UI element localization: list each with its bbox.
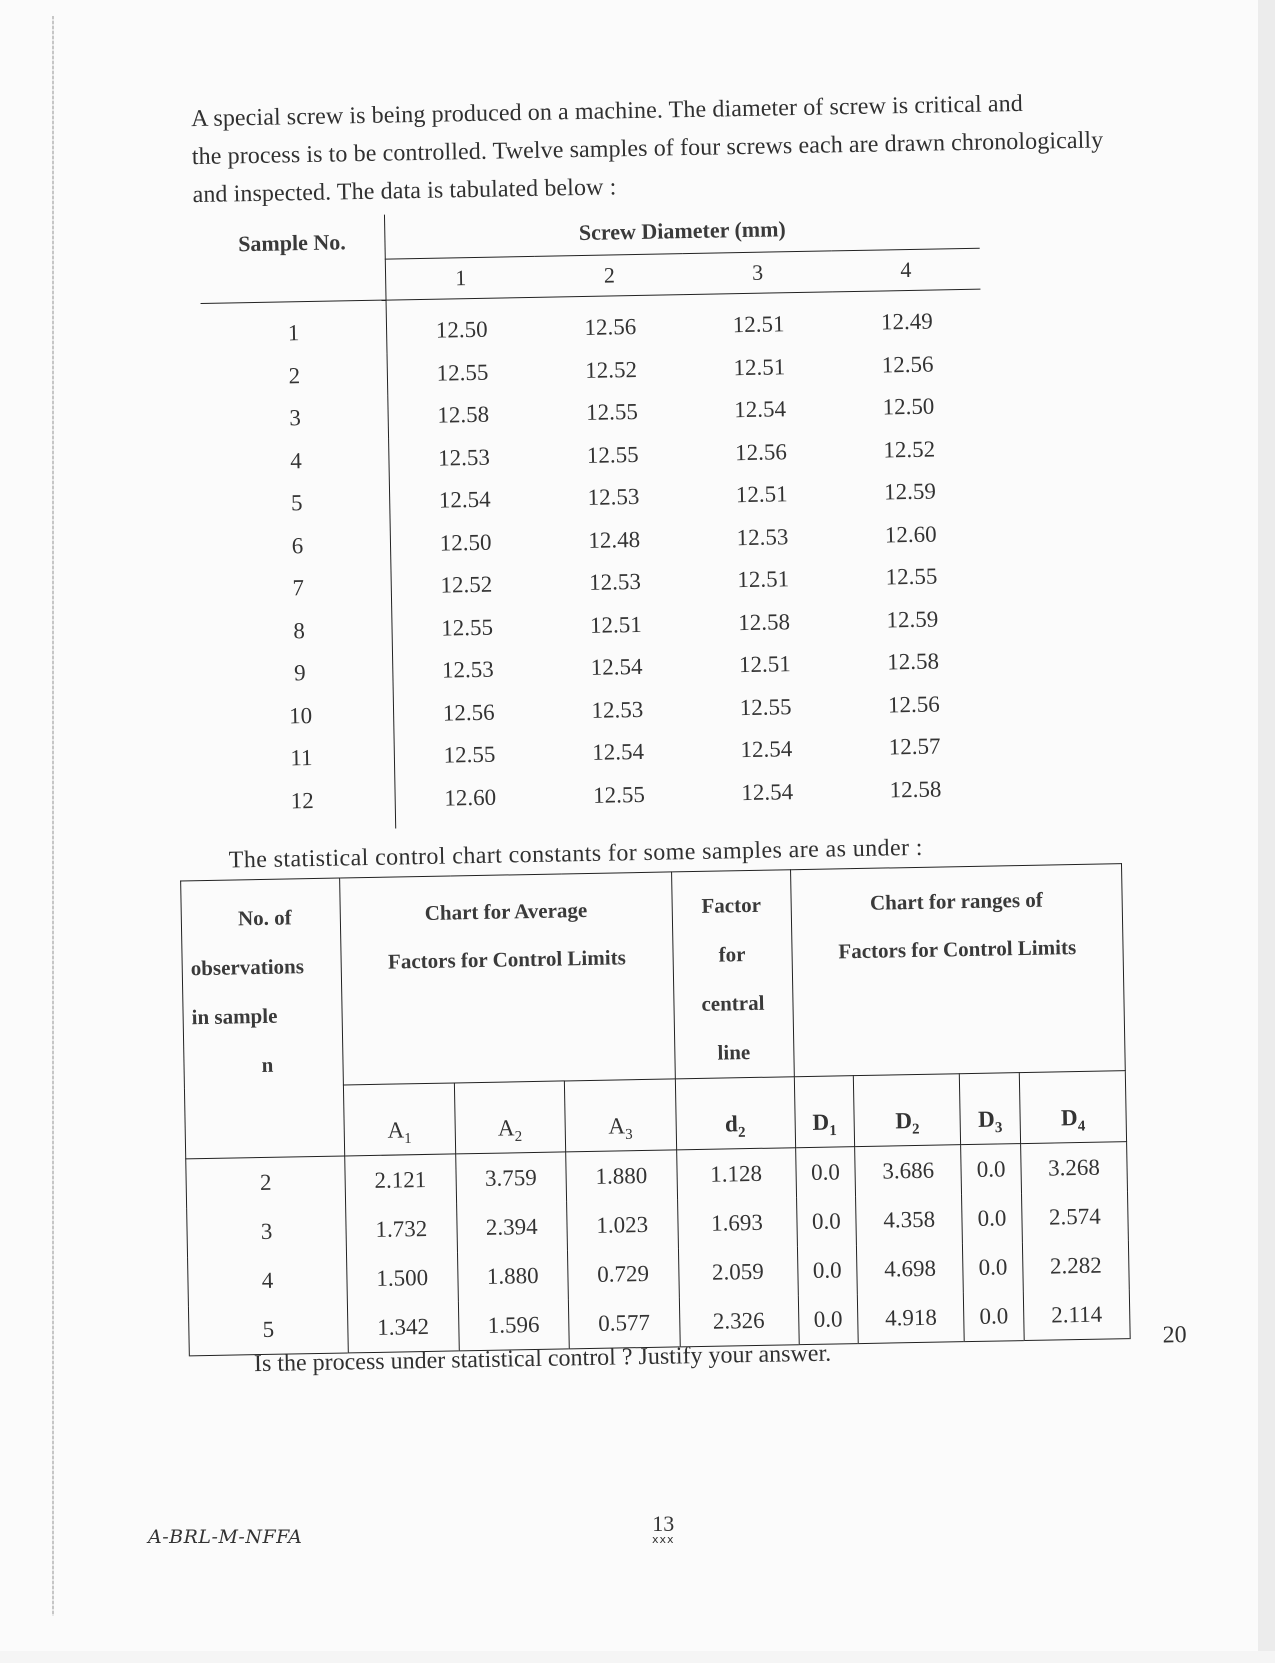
value-A3: 0.729 (567, 1248, 678, 1299)
symbol-A1: $A_1$ (343, 1083, 455, 1156)
value-D2: 4.698 (857, 1243, 964, 1294)
diameter-value: 12.55 (443, 741, 496, 768)
sample-no: 10 (208, 693, 394, 739)
diameter-value: 12.55 (441, 614, 494, 641)
value-D2: 3.686 (855, 1145, 962, 1196)
value-A3: 0.577 (568, 1297, 679, 1349)
value-D1: 0.0 (797, 1245, 858, 1295)
diameter-value: 12.58 (887, 648, 940, 675)
value-D4: 2.574 (1021, 1191, 1128, 1242)
control-chart-constants-table (180, 863, 1131, 1356)
sample-no: 8 (206, 608, 392, 654)
value-D1: 0.0 (795, 1147, 856, 1198)
symbol-A2: $A_2$ (454, 1081, 566, 1154)
diameter-value: 12.51 (732, 311, 785, 338)
diameter-value: 12.49 (880, 308, 933, 335)
header-line: Factors for Control Limits (838, 935, 1077, 964)
value-d2: 2.326 (679, 1295, 799, 1347)
value-D1: 0.0 (798, 1294, 859, 1345)
header-col-1: 1 (385, 256, 535, 300)
value-D3: 0.0 (964, 1291, 1025, 1342)
sample-no: 2 (202, 353, 388, 399)
symbol-D3: $D_3$ (960, 1073, 1021, 1145)
question-text: Is the process under statistical control ? Justify your answer. (253, 1340, 832, 1378)
diameter-value: 12.53 (736, 523, 789, 550)
diameter-value: 12.54 (592, 739, 645, 766)
header-screw-diameter: Screw Diameter (mm) (384, 204, 979, 259)
value-A3: 1.023 (567, 1199, 678, 1250)
sample-no: 12 (209, 778, 395, 832)
sample-no: 3 (202, 396, 388, 442)
diameter-value: 12.55 (585, 399, 639, 426)
symbol-d2: $d_2$ (675, 1077, 795, 1150)
diameter-value: 12.53 (437, 444, 491, 471)
value-A3: 1.880 (566, 1150, 677, 1202)
intro-paragraph (191, 83, 1133, 214)
header-chart-average (340, 872, 675, 1085)
sample-size: 3 (187, 1205, 347, 1257)
diameter-value: 12.54 (590, 654, 643, 681)
paper-code: A-BRL-M-NFFA (148, 1526, 303, 1548)
header-line: No. of (237, 905, 292, 931)
header-col-4: 4 (831, 248, 980, 292)
diameter-value: 12.54 (438, 486, 491, 513)
diameter-value: 12.56 (584, 314, 637, 341)
sample-size: 5 (188, 1303, 348, 1355)
header-line: line (717, 1040, 751, 1065)
value-D4: 2.282 (1022, 1240, 1129, 1291)
value-D4: 3.268 (1021, 1142, 1128, 1193)
diameter-value: 12.59 (883, 478, 937, 505)
diameter-value: 12.60 (884, 521, 937, 548)
sample-no: 6 (205, 523, 391, 569)
value-A1: 1.732 (346, 1203, 457, 1254)
diameter-value: 12.48 (588, 526, 641, 553)
header-sample-no: Sample No. (199, 215, 386, 304)
diameter-value: 12.54 (741, 778, 794, 805)
header-line: Chart for Average (424, 897, 588, 925)
sample-no: 7 (205, 566, 391, 612)
sample-size: 2 (186, 1156, 346, 1208)
page-number (652, 1511, 675, 1546)
intro-line: and inspected. The data is tabulated below : (192, 174, 617, 209)
diameter-value: 12.58 (889, 776, 942, 803)
diameter-value: 12.54 (740, 736, 793, 763)
diameter-value: 12.50 (882, 393, 935, 420)
diameter-value: 12.50 (439, 529, 492, 556)
value-A1: 1.342 (347, 1301, 458, 1353)
header-line: Factors for Control Limits (387, 945, 626, 974)
diameter-value: 12.54 (734, 396, 787, 423)
diameter-value: 12.56 (734, 439, 788, 465)
diameter-value: 12.53 (587, 484, 640, 511)
value-D3: 0.0 (962, 1193, 1023, 1243)
sample-no: 5 (204, 481, 390, 527)
header-line: n (261, 1052, 274, 1077)
diameter-value: 12.50 (435, 316, 488, 343)
value-d2: 2.059 (678, 1246, 798, 1297)
diameter-value: 12.57 (888, 733, 941, 760)
header-central-line-factor (671, 870, 794, 1079)
diameter-value: 12.55 (436, 359, 489, 386)
diameter-value: 12.51 (733, 354, 786, 380)
value-D3: 0.0 (961, 1144, 1022, 1195)
value-A1: 1.500 (347, 1252, 458, 1303)
header-line: central (701, 990, 765, 1016)
diameter-value: 12.56 (881, 351, 934, 378)
page-number-value: 13 (652, 1511, 675, 1536)
diameter-value: 12.53 (588, 569, 642, 596)
diameter-value: 12.52 (585, 356, 638, 383)
value-d2: 1.693 (677, 1197, 797, 1248)
header-col-3: 3 (683, 251, 832, 295)
diameter-value: 12.58 (437, 401, 490, 428)
header-chart-ranges (790, 864, 1125, 1077)
header-col-2: 2 (535, 254, 684, 298)
header-line: in sample (191, 1003, 278, 1030)
diameter-value: 12.52 (883, 436, 936, 463)
constants-intro-text: The statistical control chart constants for some samples are as under : (228, 834, 924, 874)
screw-diameter-table (199, 204, 990, 832)
value-A2: 1.880 (457, 1250, 568, 1301)
diameter-value: 12.55 (739, 693, 792, 720)
diameter-value: 12.55 (592, 781, 646, 808)
intro-line: the process is to be controlled. Twelve samples of four screws each are drawn chronologically (191, 127, 1104, 171)
header-line: Chart for ranges of (869, 887, 1044, 915)
diameter-value: 12.53 (441, 656, 495, 683)
diameter-value: 12.51 (737, 566, 790, 593)
value-D2: 4.358 (856, 1194, 963, 1245)
diameter-value: 12.55 (586, 441, 639, 468)
value-D2: 4.918 (858, 1292, 965, 1343)
diameter-value: 12.58 (737, 608, 791, 635)
value-D3: 0.0 (963, 1242, 1024, 1292)
value-A1: 2.121 (345, 1154, 456, 1206)
value-d2: 1.128 (676, 1148, 796, 1200)
diameter-value: 12.59 (886, 606, 939, 633)
symbol-D2: $D_2$ (854, 1074, 961, 1147)
diameter-value: 12.55 (885, 563, 938, 590)
diameter-value: 12.56 (442, 699, 495, 726)
intro-line: A special screw is being produced on a machine. The diameter of screw is critical and (190, 90, 1024, 133)
value-D1: 0.0 (796, 1196, 857, 1246)
sample-no: 9 (207, 651, 393, 697)
header-line: for (718, 942, 746, 967)
sample-size: 4 (188, 1254, 348, 1306)
diameter-value: 12.51 (738, 651, 791, 678)
marks: 20 (1162, 1322, 1187, 1349)
scan-margin (1258, 0, 1275, 1651)
value-D4: 2.114 (1023, 1289, 1130, 1340)
diameter-value: 12.51 (589, 611, 642, 638)
header-line: observations (190, 954, 305, 981)
diameter-value: 12.60 (444, 784, 497, 811)
diameter-value: 12.51 (735, 481, 788, 508)
value-A2: 1.596 (458, 1299, 569, 1351)
page-mark: xxx (652, 1533, 675, 1546)
diameter-value: 12.52 (440, 571, 493, 598)
symbol-D4: $D_4$ (1019, 1071, 1126, 1144)
symbol-A3: $A_3$ (564, 1079, 676, 1152)
sample-no: 4 (203, 438, 389, 484)
sample-no: 11 (209, 736, 395, 782)
header-observations (181, 878, 345, 1159)
sample-no: 1 (201, 300, 387, 356)
diameter-value: 12.53 (591, 696, 644, 723)
value-A2: 2.394 (456, 1201, 567, 1252)
diameter-value: 12.56 (887, 691, 940, 718)
header-line: Factor (701, 892, 762, 918)
value-A2: 3.759 (455, 1152, 566, 1204)
symbol-D1: $D_1$ (794, 1076, 855, 1148)
